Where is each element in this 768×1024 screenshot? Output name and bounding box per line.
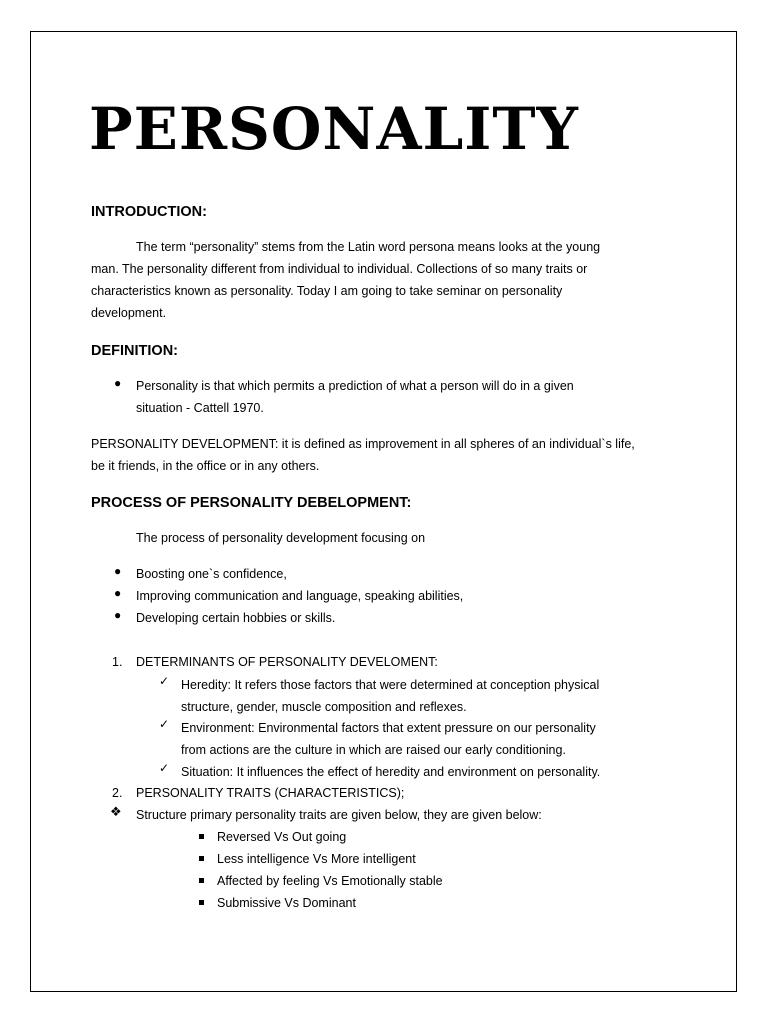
process-bullet: Improving communication and language, speaking abilities,	[136, 589, 464, 603]
traits-label: PERSONALITY TRAITS (CHARACTERISTICS);	[136, 786, 405, 800]
checkmark-icon: ✓	[159, 674, 170, 688]
square-bullet-icon	[199, 856, 204, 861]
determinants-label: DETERMINANTS OF PERSONALITY DEVELOMENT:	[136, 655, 438, 669]
process-bullet: Boosting one`s confidence,	[136, 567, 287, 581]
checkmark-icon: ✓	[159, 717, 170, 731]
traits-structure-text: Structure primary personality traits are given below, they are given below:	[136, 808, 542, 822]
trait-item: Less intelligence Vs More intelligent	[217, 852, 416, 866]
square-bullet-icon	[199, 878, 204, 883]
personality-development-line: be it friends, in the office or in any others.	[91, 459, 320, 473]
bullet-icon: ●	[114, 586, 122, 600]
checkmark-icon: ✓	[159, 761, 170, 775]
intro-line: man. The personality different from individual to individual. Collections of so many traits or	[91, 262, 588, 276]
determinant-line: structure, gender, muscle composition and reflexes.	[181, 700, 467, 714]
process-bullet: Developing certain hobbies or skills.	[136, 611, 336, 625]
personality-development-line: PERSONALITY DEVELOPMENT: it is defined as improvement in all spheres of an individual`s life,	[91, 437, 635, 451]
intro-line: The term “personality” stems from the Latin word persona means looks at the young	[136, 240, 601, 254]
document-title: PERSONALITY	[89, 95, 579, 163]
definition-bullet-line: situation - Cattell 1970.	[136, 401, 264, 415]
determinant-line: from actions are the culture in which are raised our early conditioning.	[181, 743, 566, 757]
process-heading: PROCESS OF PERSONALITY DEBELOPMENT:	[91, 495, 412, 511]
trait-item: Affected by feeling Vs Emotionally stable	[217, 874, 443, 888]
intro-line: characteristics known as personality. Today I am going to take seminar on personality	[91, 284, 563, 298]
trait-item: Submissive Vs Dominant	[217, 896, 356, 910]
introduction-heading: INTRODUCTION:	[91, 204, 207, 220]
determinant-line: Heredity: It refers those factors that were determined at conception physical	[181, 678, 600, 692]
process-intro: The process of personality development focusing on	[136, 531, 426, 545]
definition-bullet-line: Personality is that which permits a prediction of what a person will do in a given	[136, 379, 574, 393]
list-number: 2.	[112, 786, 123, 800]
determinant-line: Situation: It influences the effect of heredity and environment on personality.	[181, 765, 601, 779]
square-bullet-icon	[199, 900, 204, 905]
trait-item: Reversed Vs Out going	[217, 830, 347, 844]
intro-line: development.	[91, 306, 167, 320]
bullet-icon: ●	[114, 564, 122, 578]
definition-heading: DEFINITION:	[91, 343, 178, 359]
determinant-line: Environment: Environmental factors that extent pressure on our personality	[181, 721, 596, 735]
diamond-bullet-icon: ❖	[110, 804, 122, 819]
bullet-icon: ●	[114, 608, 122, 622]
bullet-icon: ●	[114, 376, 122, 390]
square-bullet-icon	[199, 834, 204, 839]
list-number: 1.	[112, 655, 123, 669]
